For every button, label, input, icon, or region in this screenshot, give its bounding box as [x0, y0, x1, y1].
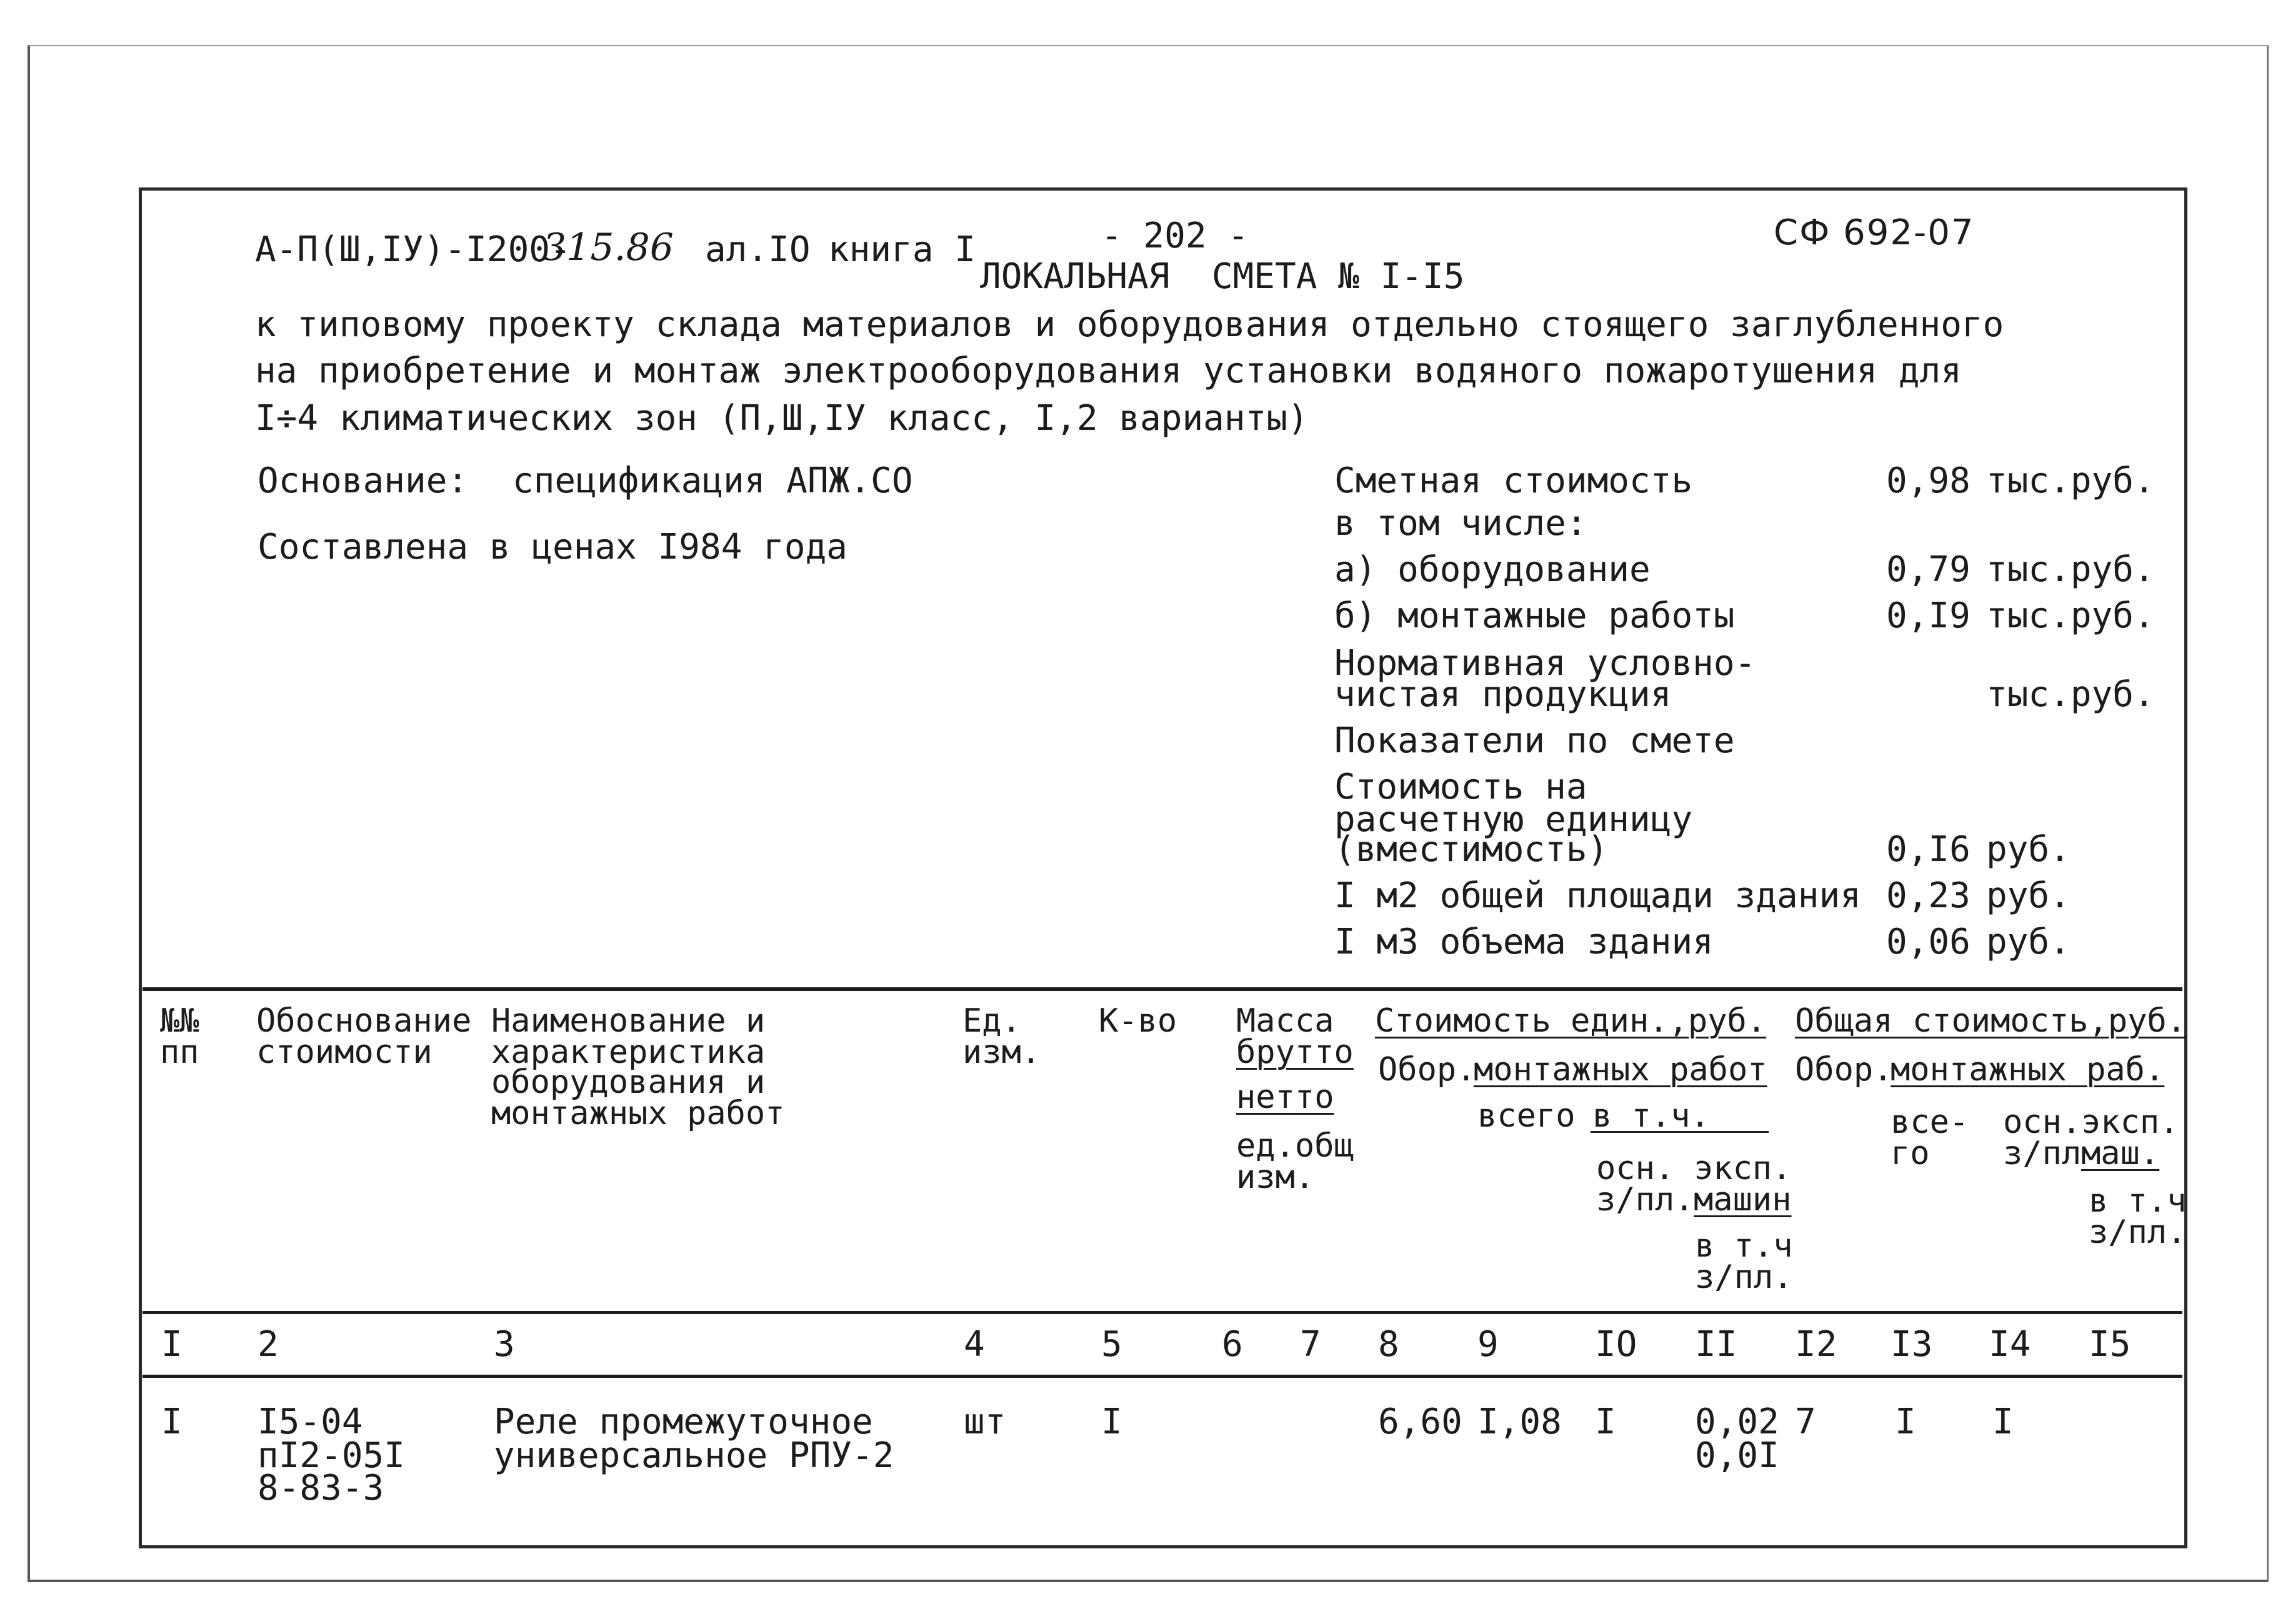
album-number: ал.IO: [705, 229, 811, 270]
column-number: IO: [1595, 1324, 1637, 1365]
volume-label: I м3 объема здания: [1334, 922, 1714, 962]
col-header-equip-unit: Обор.: [1378, 1051, 1476, 1088]
col-header-num: пп: [160, 1034, 199, 1071]
col-header-machine-wage: з/пл.: [1695, 1258, 1793, 1296]
column-number: I: [161, 1324, 182, 1365]
col-header-total-b: все-: [1891, 1103, 1969, 1141]
equipment-label: а) оборудование: [1334, 549, 1651, 590]
column-number: 2: [257, 1324, 279, 1365]
col-header-mass: нетто: [1236, 1079, 1334, 1116]
row-basis: 8-83-3: [257, 1468, 384, 1508]
col-header-install-unit: монтажных работ: [1474, 1051, 1767, 1088]
column-number: I5: [2089, 1324, 2131, 1365]
col-header-machine: машин: [1694, 1181, 1792, 1218]
col-header-basic-wage: осн.: [1596, 1150, 1675, 1187]
row-unit: шт: [964, 1402, 1006, 1442]
col-header-name: оборудования и: [491, 1064, 766, 1101]
column-number: II: [1695, 1324, 1737, 1365]
column-number: 5: [1101, 1324, 1122, 1365]
column-number: 7: [1300, 1324, 1321, 1365]
row-equip-unit-cost: 6,60: [1378, 1402, 1462, 1442]
net-output-unit: тыс.руб.: [1986, 674, 2155, 715]
col-header-name: характеристика: [491, 1034, 766, 1071]
col-header-qty: К-во: [1099, 1002, 1177, 1040]
column-number: I3: [1891, 1324, 1933, 1365]
document-frame: [139, 187, 2187, 1548]
column-number: 8: [1378, 1324, 1399, 1365]
net-output-label: чистая продукция: [1334, 674, 1672, 715]
row-machine-wage: 0,0I: [1695, 1435, 1779, 1476]
row-equip-total: 7: [1795, 1402, 1816, 1442]
col-header-unit: изм.: [962, 1034, 1041, 1071]
estimated-cost-value: 0,98: [1886, 461, 1971, 501]
row-name: универсальное РПУ-2: [494, 1435, 894, 1476]
row-basis: пI2-05I: [257, 1435, 406, 1476]
unit-cost-label: (вместимость): [1334, 829, 1609, 870]
row-name: Реле промежуточное: [494, 1402, 873, 1442]
col-header-machine-wage-b: з/пл.: [2089, 1213, 2187, 1251]
indicators-label: Показатели по смете: [1334, 720, 1735, 761]
col-header-basis: стоимости: [256, 1034, 432, 1071]
subtitle-line: на приобретение и монтаж электрооборудования установки водяного пожаротушения для: [255, 351, 1962, 391]
installation-label: б) монтажные работы: [1334, 595, 1735, 636]
col-header-install-total: всего: [1477, 1097, 1576, 1135]
total-cost-group-header: Общая стоимость,руб.: [1795, 1002, 2187, 1040]
row-wage-total: I: [1992, 1402, 2014, 1442]
row-basis: I5-04: [257, 1402, 363, 1442]
col-header-mass: Масса: [1236, 1002, 1334, 1040]
including-label: в том числе:: [1334, 503, 1587, 544]
document-title: ЛОКАЛЬНАЯ СМЕТА № I-I5: [980, 256, 1465, 297]
col-header-machine-b: маш.: [2081, 1135, 2160, 1172]
subtitle-line: к типовому проекту склада материалов и оборудования отдельно стоящего заглубленного: [255, 304, 2004, 345]
col-header-equip-total: Обор.: [1795, 1051, 1893, 1088]
subtitle-line: I÷4 климатических зон (П,Ш,IУ класс, I,2 варианты): [255, 398, 1309, 439]
archive-stamp: СФ 692-07: [1774, 212, 1975, 253]
col-header-mass: ед.общ: [1236, 1127, 1354, 1165]
estimated-cost-unit: тыс.руб.: [1986, 461, 2155, 501]
area-value: 0,23: [1886, 875, 1971, 916]
column-number: 4: [964, 1324, 985, 1365]
col-header-basic-wage: з/пл.: [1596, 1181, 1694, 1218]
unit-cost-value: 0,I6: [1886, 829, 1971, 870]
col-header-mass: брутто: [1236, 1034, 1354, 1071]
estimated-cost-label: Сметная стоимость: [1334, 461, 1693, 501]
row-machine-cost: 0,02: [1695, 1402, 1779, 1442]
column-number: 6: [1222, 1324, 1243, 1365]
col-header-name: Наименование и: [491, 1002, 766, 1040]
unit-cost-label: Стоимость на: [1334, 767, 1587, 807]
row-install-total-sum: I: [1895, 1402, 1916, 1442]
volume-unit: руб.: [1986, 922, 2071, 962]
area-label: I м2 общей площади здания: [1334, 875, 1861, 916]
page-number: - 202 -: [1101, 216, 1249, 256]
col-header-wage-b: з/пл: [2003, 1135, 2082, 1172]
net-output-label: Нормативная условно-: [1334, 643, 1756, 684]
equipment-value: 0,79: [1886, 549, 1971, 590]
row-install-total: I,08: [1477, 1402, 1562, 1442]
column-number: I4: [1989, 1324, 2031, 1365]
table-number-rule: [142, 1375, 2182, 1378]
table-top-rule: [142, 987, 2182, 991]
col-header-wage-b: осн.: [2003, 1103, 2082, 1141]
col-header-mass: изм.: [1236, 1158, 1315, 1196]
area-unit: руб.: [1986, 875, 2071, 916]
col-header-machine-wage-b: в т.ч: [2089, 1182, 2187, 1220]
table-header-rule: [142, 1311, 2182, 1314]
volume-value: 0,06: [1886, 922, 1971, 962]
row-basic-wage: I: [1595, 1402, 1616, 1442]
row-qty: I: [1101, 1402, 1122, 1442]
col-header-total-b: го: [1891, 1135, 1930, 1172]
unit-cost-group-header: Стоимость един.,руб.: [1375, 1002, 1767, 1040]
col-header-basis: Обоснование: [256, 1002, 472, 1040]
col-header-incl: в т.ч.: [1592, 1097, 1710, 1135]
col-header-machine-wage: в т.ч: [1695, 1227, 1793, 1265]
book-number: книга I: [828, 229, 976, 270]
col-header-unit: Ед.: [962, 1002, 1021, 1040]
doc-code-typed: А-П(Ш,IУ)-I200-: [255, 229, 571, 270]
col-header-name: монтажных работ: [491, 1095, 785, 1132]
doc-code-handwritten: 315.86: [542, 226, 674, 269]
column-number: 3: [494, 1324, 515, 1365]
unit-cost-label: расчетную единицу: [1334, 799, 1693, 840]
row-number: I: [161, 1402, 182, 1442]
unit-cost-unit: руб.: [1986, 829, 2071, 870]
equipment-unit: тыс.руб.: [1986, 549, 2155, 590]
prices-note: Составлена в ценах I984 года: [257, 527, 848, 567]
installation-unit: тыс.руб.: [1986, 595, 2155, 636]
col-header-machine: эксп.: [1694, 1150, 1792, 1187]
column-number: 9: [1477, 1324, 1499, 1365]
col-header-num: №№: [160, 1002, 199, 1040]
col-header-install-total-sum: монтажных раб.: [1891, 1051, 2165, 1088]
installation-value: 0,I9: [1886, 595, 1971, 636]
basis-label: Основание:: [257, 461, 469, 501]
column-number: I2: [1795, 1324, 1837, 1365]
basis-value: спецификация АПЖ.СО: [512, 461, 913, 501]
col-header-machine-b: эксп.: [2081, 1103, 2179, 1141]
